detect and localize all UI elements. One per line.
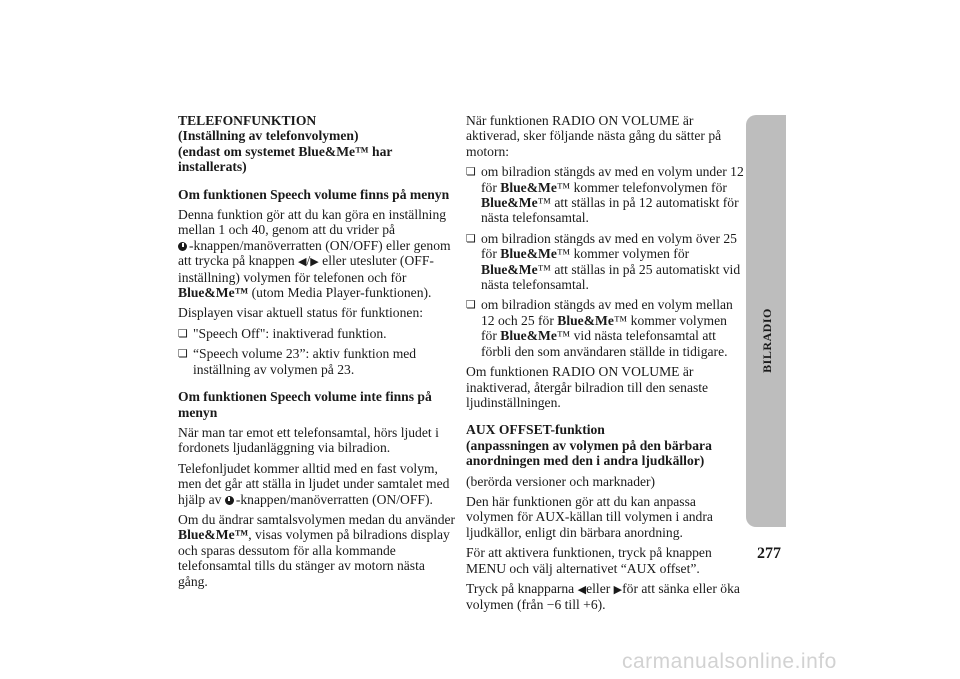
paragraph: När funktionen RADIO ON VOLUME är aktiverad, sker följande nästa gång du sätter på motorn: [466, 113, 722, 159]
brand-text: Blue&Me™ [178, 285, 249, 301]
brand-text: Blue&Me [481, 195, 538, 211]
brand-text: Blue&Me [500, 328, 557, 344]
heading-line: TELEFONFUNKTION [178, 113, 317, 128]
watermark: carmanualsonline.info [622, 650, 837, 673]
triangle-right-icon: ▶ [310, 255, 319, 269]
brand-text: Blue&Me™ [178, 527, 249, 543]
on-off-knob-icon [225, 496, 234, 505]
list-item: ❏ "Speech Off": inaktiverad funktion. [178, 326, 456, 341]
left-column [178, 113, 456, 594]
telephone-heading [178, 113, 456, 175]
brand-text: Blue&Me [500, 246, 557, 262]
speech-volume-heading: Om funktionen Speech volume finns på menyn [178, 186, 450, 202]
paragraph: Displayen visar aktuell status för funktionen: [178, 305, 424, 321]
no-speech-volume-heading: Om funktionen Speech volume inte finns på menyn [178, 389, 432, 420]
aux-offset-heading [466, 422, 746, 468]
heading-line: installerats) [178, 159, 247, 175]
brand-text: Blue&Me [557, 312, 614, 328]
brand-text: Blue&Me [500, 179, 557, 195]
list-item: ❏ om bilradion stängds av med en volym över 25 för Blue&Me™ kommer volymen för Blue&Me™ att ställas in på 25 automatiskt vid nästa telefonsamtal. [466, 231, 746, 293]
paragraph: (berörda versioner och marknader) [466, 473, 656, 489]
paragraph: Tryck på knapparna ◀eller ▶för att sänka eller öka volymen (från −6 till +6). [466, 580, 740, 613]
paragraph: Den här funktionen gör att du kan anpassa volymen för AUX-källan till volymen i andra ljudkällor, enligt din bärbara anordning. [466, 493, 713, 540]
page-number: 277 [757, 545, 781, 562]
triangle-right-icon: ▶ [613, 582, 623, 596]
section-tab-label: BILRADIO [759, 307, 774, 373]
list-item: ❏ “Speech volume 23”: aktiv funktion med inställning av volymen på 23. [178, 346, 456, 377]
paragraph: Om funktionen RADIO ON VOLUME är inaktiverad, återgår bilradion till den senaste ljudinställningen. [466, 364, 709, 410]
on-off-knob-icon [178, 242, 187, 251]
list-item: ❏ om bilradion stängds av med en volym mellan 12 och 25 för Blue&Me™ kommer volymen för Blue&Me™ vid nästa telefonsamtal att förbli den som användaren ställde in tidigare. [466, 297, 746, 359]
paragraph: När man tar emot ett telefonsamtal, hörs ljudet i fordonets ljudanläggning via bilradion. [178, 424, 439, 456]
brand-text: Blue&Me [481, 261, 538, 277]
heading-line: (Inställning av telefonvolymen) [178, 128, 359, 144]
heading-line: (anpassningen av volymen på den bärbara anordningen med den i andra ljudkällor) [466, 437, 712, 469]
heading-line: (endast om systemet Blue&Me™ har [178, 143, 393, 159]
paragraph: Denna funktion gör att du kan göra en inställning mellan 1 och 40, genom att du vrider på -knappen/manöverratten (ON/OFF) eller genom att trycka på knappen ◀/▶ eller utesluter (OFF-inställning) volymen för telefonen och för Blue&Me™ (utom Media Player-funktionen). [178, 207, 451, 301]
triangle-left-icon: ◀ [577, 582, 587, 596]
paragraph: Telefonljudet kommer alltid med en fast volym, men det går att ställa in ljudet under samtalet med hjälp av -knappen/manöverratten (ON/OFF). [178, 460, 450, 507]
paragraph: Om du ändrar samtalsvolymen medan du använder Blue&Me™, visas volymen på bilradions display och sparas dessutom för alla kommande telefonsamtal tills du stänger av motorn nästa gång. [178, 511, 456, 589]
right-column [466, 113, 746, 618]
triangle-left-icon: ◀ [298, 255, 307, 269]
heading-line: AUX OFFSET-funktion [466, 422, 605, 438]
list-item: ❏ om bilradion stängds av med en volym under 12 för Blue&Me™ kommer telefonvolymen för Blue&Me™ att ställas in på 12 automatiskt för nästa telefonsamtal. [466, 164, 746, 226]
paragraph: För att aktivera funktionen, tryck på knappen MENU och välj alternativet “AUX offset”. [466, 545, 712, 576]
